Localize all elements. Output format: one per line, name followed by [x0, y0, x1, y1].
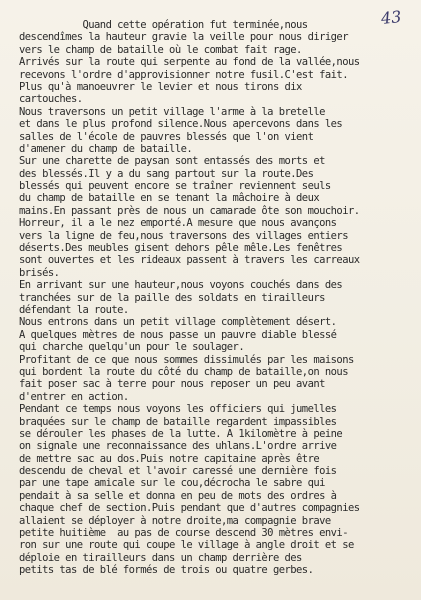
- text-line: brisés.: [19, 266, 60, 279]
- text-line: Nous entrons dans un petit village complètement désert.: [19, 316, 337, 329]
- text-line: ron sur une route qui coupe le village à angle droit et se: [19, 539, 354, 552]
- text-line: on signale une reconnaissance des uhlans.L'ordre arrive: [19, 440, 337, 453]
- text-line: mains.En passant près de nous un camarade ôte son mouchoir.: [19, 204, 360, 217]
- text-line: braquées sur le champ de bataille regardent impassibles: [19, 415, 337, 428]
- text-line: vers la ligne de feu,nous traversons des villages entiers: [19, 229, 348, 242]
- text-line: d'amener du champ de bataille.: [19, 142, 193, 155]
- text-line: A quelques mètres de nous passe un pauvre diable blessé: [19, 328, 337, 341]
- text-line: chaque chef de section.Puis pendant que d'autres compagnies: [19, 502, 360, 515]
- text-line: descendu de cheval et l'avoir caressé une dernière fois: [19, 465, 337, 478]
- text-line: petits tas de blé formés de trois ou quatre gerbes.: [19, 564, 314, 577]
- text-line: qui bordent la route du côté du champ de bataille,on nous: [19, 365, 348, 378]
- text-line: de mettre sac au dos.Puis notre capitaine après être: [19, 452, 320, 465]
- text-line: cartouches.: [19, 93, 83, 106]
- text-line: recevons l'ordre d'approvisionner notre fusil.C'est fait.: [19, 68, 348, 81]
- text-line: Horreur, il a le nez emporté.A mesure que nous avançons: [19, 217, 337, 230]
- text-line: déploie en tirailleurs dans un champ derrière des: [19, 551, 302, 564]
- text-line: En arrivant sur une hauteur,nous voyons couchés dans des: [19, 279, 343, 292]
- text-line: déserts.Des meubles gisent dehors pêle mêle.Les fenêtres: [19, 242, 343, 255]
- text-line: Sur une charette de paysan sont entassés des morts et: [19, 155, 325, 168]
- text-line: Nous traversons un petit village l'arme à la bretelle: [19, 105, 325, 118]
- text-line: défendant la route.: [19, 303, 129, 316]
- text-line: du champ de bataille en se tenant la mâchoire à deux: [19, 192, 320, 205]
- text-line: pendait à sa selle et donna en peu de mots des ordres à: [19, 489, 337, 502]
- text-line: vers le champ de bataille où le combat fait rage.: [19, 43, 302, 56]
- text-line: blessés qui peuvent encore se traîner reviennent seuls: [19, 180, 331, 193]
- text-line: par une tape amicale sur le cou,décrocha le sabre qui: [19, 477, 325, 490]
- text-line: salles de l'école de pauvres blessés que l'on vient: [19, 130, 314, 143]
- text-line: se dérouler les phases de la lutte. A 1kilomètre à peine: [19, 427, 343, 440]
- text-line: d'entrer en action.: [19, 390, 129, 403]
- text-line: sont ouvertes et les rideaux passent à travers les carreaux: [19, 254, 360, 267]
- text-line: et dans le plus profond silence.Nous apercevons dans les: [19, 118, 343, 131]
- text-line: Plus qu'à manoeuvrer le levier et nous tirons dix: [19, 80, 302, 93]
- body-text: [19, 19, 405, 577]
- text-line: descendîmes la hauteur gravie la veille pour nous diriger: [19, 31, 348, 44]
- text-line: petite huitième au pas de course descend 30 mètres envi-: [19, 527, 348, 540]
- text-line: Profitant de ce que nous sommes dissimulés par les maisons: [19, 353, 354, 366]
- page-number: 43: [380, 6, 403, 29]
- text-line: Pendant ce temps nous voyons les officiers qui jumelles: [19, 403, 337, 416]
- text-line: fait poser sac à terre pour nous reposer un peu avant: [19, 378, 325, 391]
- text-line: qui charche quelqu'un pour le soulager.: [19, 341, 245, 354]
- text-line: allaient se déployer à notre droite,ma compagnie brave: [19, 514, 331, 527]
- text-line: Arrivés sur la route qui serpente au fond de la vallée,nous: [19, 56, 360, 69]
- text-line: des blessés.Il y a du sang partout sur la route.Des: [19, 167, 314, 180]
- text-line: Quand cette opération fut terminée,nous: [19, 19, 308, 31]
- text-line: tranchées sur de la paille des soldats en tirailleurs: [19, 291, 325, 304]
